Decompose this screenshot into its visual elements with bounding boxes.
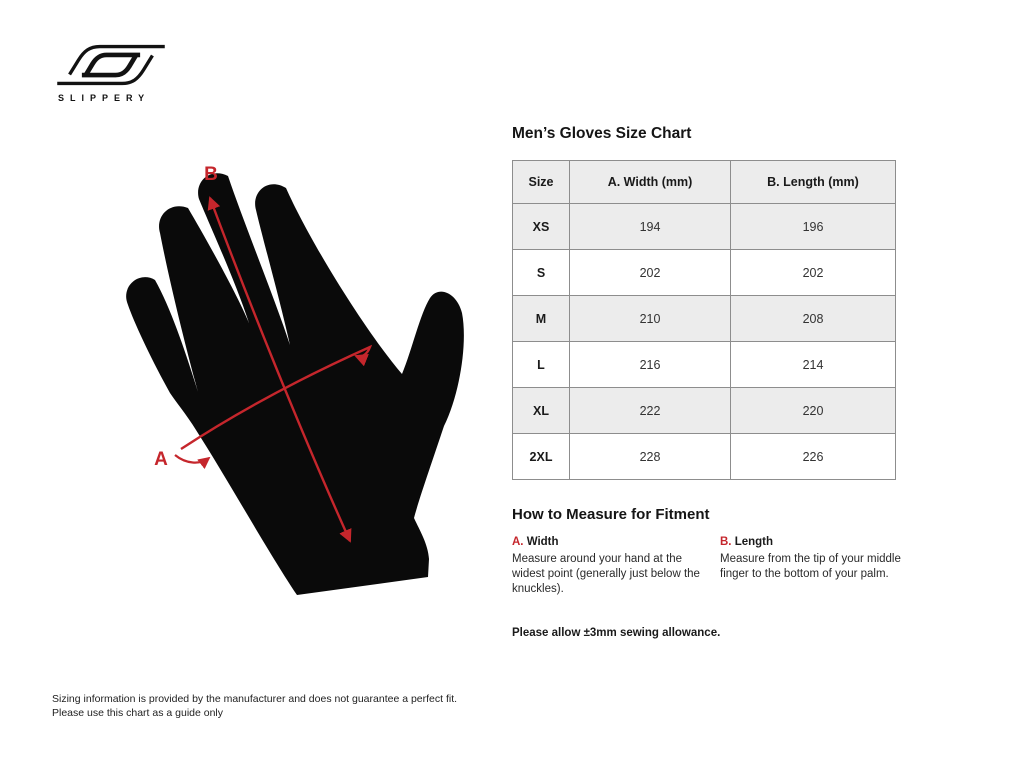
size-row-s	[513, 250, 896, 296]
brand-name: SLIPPERY	[58, 93, 151, 103]
width-cell: 228	[570, 434, 731, 480]
measure-length-heading	[720, 535, 912, 550]
size-table	[512, 160, 896, 480]
size-cell: M	[513, 296, 570, 342]
measure-width-text: Measure around your hand at the widest point (generally just below the knuckles).	[512, 553, 700, 595]
size-cell: 2XL	[513, 434, 570, 480]
measure-columns	[512, 535, 914, 597]
measurement-arrow-a-hook	[175, 455, 209, 463]
measure-width-heading	[512, 535, 710, 550]
measure-width-key: A.	[512, 536, 524, 548]
diagram-label-b: B	[204, 164, 218, 185]
header-width: A. Width (mm)	[570, 161, 731, 204]
how-to-measure-title: How to Measure for Fitment	[512, 506, 710, 523]
sewing-allowance-note: Please allow ±3mm sewing allowance.	[512, 627, 721, 639]
size-row-xs	[513, 204, 896, 250]
size-cell: S	[513, 250, 570, 296]
measure-length-label: Length	[734, 536, 774, 548]
size-row-2xl	[513, 434, 896, 480]
size-row-l	[513, 342, 896, 388]
measure-item-width	[512, 535, 710, 597]
header-length: B. Length (mm)	[731, 161, 896, 204]
size-table-header-row	[513, 161, 896, 204]
measure-length-key: B.	[720, 536, 732, 548]
how-to-measure-section	[512, 506, 914, 639]
width-cell: 194	[570, 204, 731, 250]
width-cell: 222	[570, 388, 731, 434]
width-cell: 216	[570, 342, 731, 388]
size-cell: XS	[513, 204, 570, 250]
width-cell: 202	[570, 250, 731, 296]
diagram-label-a: A	[154, 449, 168, 470]
width-cell: 210	[570, 296, 731, 342]
size-cell: XL	[513, 388, 570, 434]
length-cell: 226	[731, 434, 896, 480]
size-cell: L	[513, 342, 570, 388]
size-row-xl	[513, 388, 896, 434]
header-size: Size	[513, 161, 570, 204]
footer-disclaimer	[52, 692, 457, 720]
footer-line-2: Please use this chart as a guide only	[52, 707, 224, 719]
length-cell: 208	[731, 296, 896, 342]
size-chart-title: Men’s Gloves Size Chart	[512, 125, 692, 142]
length-cell: 220	[731, 388, 896, 434]
measure-item-length	[720, 535, 912, 597]
length-cell: 196	[731, 204, 896, 250]
size-row-m	[513, 296, 896, 342]
length-cell: 202	[731, 250, 896, 296]
measure-width-label: Width	[526, 536, 559, 548]
footer-line-1: Sizing information is provided by the manufacturer and does not guarantee a perfect fit.	[52, 693, 458, 705]
measure-length-text: Measure from the tip of your middle finger to the bottom of your palm.	[720, 553, 901, 580]
length-cell: 214	[731, 342, 896, 388]
